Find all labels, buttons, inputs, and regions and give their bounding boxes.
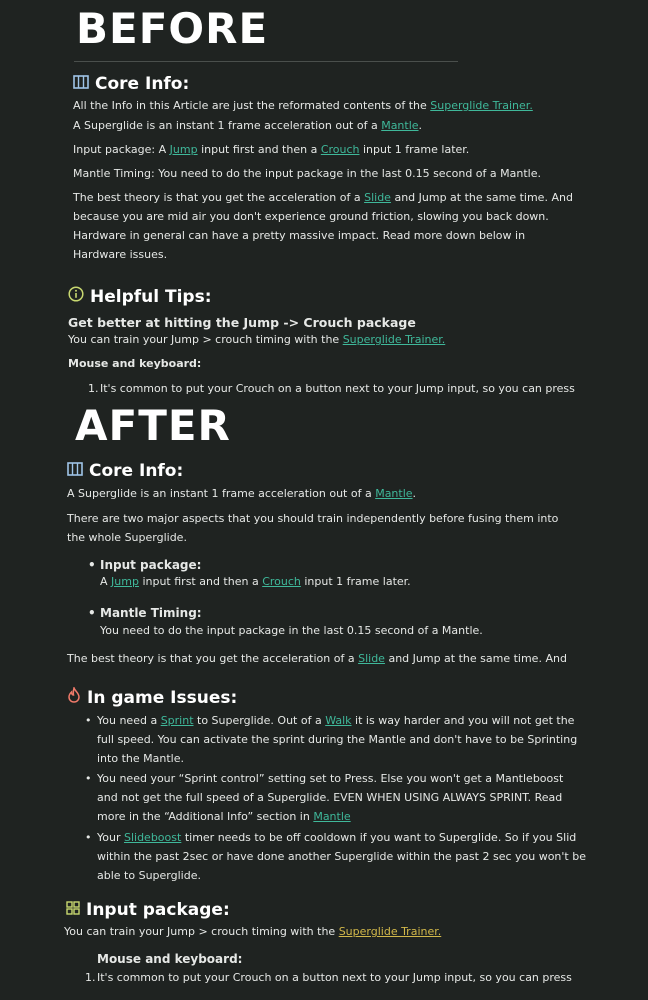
- after-title: AFTER: [75, 401, 231, 450]
- core-info-line3: Input package: A Jump input first and then a Crouch input 1 frame later.: [73, 143, 470, 156]
- mantle-link[interactable]: Mantle: [375, 487, 413, 500]
- after-core-line1: A Superglide is an instant 1 frame acceleration out of a Mantle.: [67, 487, 417, 500]
- input-package-heading: Input package:: [66, 899, 230, 921]
- fire-icon: [67, 687, 81, 709]
- bullet-mantle-timing-title: • Mantle Timing:: [100, 604, 202, 623]
- slide-link[interactable]: Slide: [364, 191, 391, 204]
- core-info-line1: All the Info in this Article are just the reformated contents of the Superglide Trainer.: [73, 99, 533, 112]
- in-game-issues-heading: In game Issues:: [67, 687, 237, 709]
- walk-link[interactable]: Walk: [325, 714, 352, 727]
- tips-subheading: Get better at hitting the Jump -> Crouch package: [68, 315, 416, 330]
- bullet-input-package-text: A Jump input first and then a Crouch input 1 frame later.: [100, 575, 411, 588]
- slide-link[interactable]: Slide: [358, 652, 385, 665]
- core-info-line2: A Superglide is an instant 1 frame acceleration out of a Mantle.: [73, 119, 423, 132]
- before-title: BEFORE: [76, 4, 269, 53]
- sprint-link[interactable]: Sprint: [160, 714, 194, 727]
- crouch-link[interactable]: Crouch: [262, 575, 301, 588]
- slideboost-link[interactable]: Slideboost: [123, 831, 182, 844]
- tips-train-line: You can train your Jump > crouch timing with the Superglide Trainer.: [68, 333, 446, 346]
- mantle-link[interactable]: Mantle: [313, 810, 351, 823]
- core-info-heading-after: Core Info:: [67, 460, 183, 482]
- jump-link[interactable]: Jump: [111, 575, 139, 588]
- book-icon: [73, 73, 89, 95]
- bullet-input-package-title: • Input package:: [100, 556, 201, 575]
- mouse-keyboard-label-after: Mouse and keyboard:: [97, 952, 243, 966]
- core-info-paragraph: The best theory is that you get the acceleration of a Slide and Jump at the same time. And because you are mid air you don't experience ground friction, slowing you back down. Hardware in general can have a pretty massive impact. Read more down below in Hardware issues.: [73, 191, 573, 261]
- core-info-line4: Mantle Timing: You need to do the input package in the last 0.15 second of a Mantle.: [73, 167, 541, 180]
- input-package-list-item: 1. It's common to put your Crouch on a button next to your Jump input, so you can press: [85, 971, 572, 984]
- helpful-tips-heading: Helpful Tips:: [68, 286, 212, 308]
- jump-link[interactable]: Jump: [169, 143, 198, 156]
- tips-list-item: 1. It's common to put your Crouch on a button next to your Jump input, so you can press: [88, 382, 575, 395]
- superglide-trainer-link-3[interactable]: Superglide Trainer.: [338, 925, 442, 938]
- grid-icon: [66, 899, 80, 921]
- issue-item-sprint: • You need a Sprint to Superglide. Out of a Walk it is way harder and you will not get the full speed. You can activate the sprint during the Mantle and don't have to be Sprinting into the Mantle.: [97, 711, 587, 768]
- book-icon: [67, 460, 83, 482]
- divider: [74, 61, 458, 62]
- input-package-train-line: You can train your Jump > crouch timing with the Superglide Trainer.: [64, 925, 442, 938]
- after-core-para2: The best theory is that you get the acceleration of a Slide and Jump at the same time. And: [67, 652, 567, 665]
- crouch-link[interactable]: Crouch: [320, 143, 360, 156]
- superglide-trainer-link-2[interactable]: Superglide Trainer.: [342, 333, 446, 346]
- issue-item-sprint-control: • You need your “Sprint control” setting set to Press. Else you won't get a Mantleboost and not get the full speed of a Superglide. EVEN WHEN USING ALWAYS SPRINT. Read more in the “Additional Info” section in Mantle: [97, 769, 587, 826]
- after-core-para1: There are two major aspects that you should train independently before fusing them into the whole Superglide.: [67, 512, 559, 544]
- superglide-trainer-link[interactable]: Superglide Trainer.: [430, 99, 533, 112]
- core-info-heading: Core Info:: [73, 73, 189, 95]
- mantle-link[interactable]: Mantle: [381, 119, 419, 132]
- mouse-keyboard-label: Mouse and keyboard:: [68, 357, 202, 370]
- bullet-mantle-timing-text: You need to do the input package in the last 0.15 second of a Mantle.: [100, 624, 483, 637]
- issue-item-slideboost: • Your Slideboost timer needs to be off cooldown if you want to Superglide. So if you Slid within the past 2sec or have done another Superglide within the past 2 sec you won't be able to Superglide.: [97, 828, 587, 885]
- info-icon: [68, 286, 84, 308]
